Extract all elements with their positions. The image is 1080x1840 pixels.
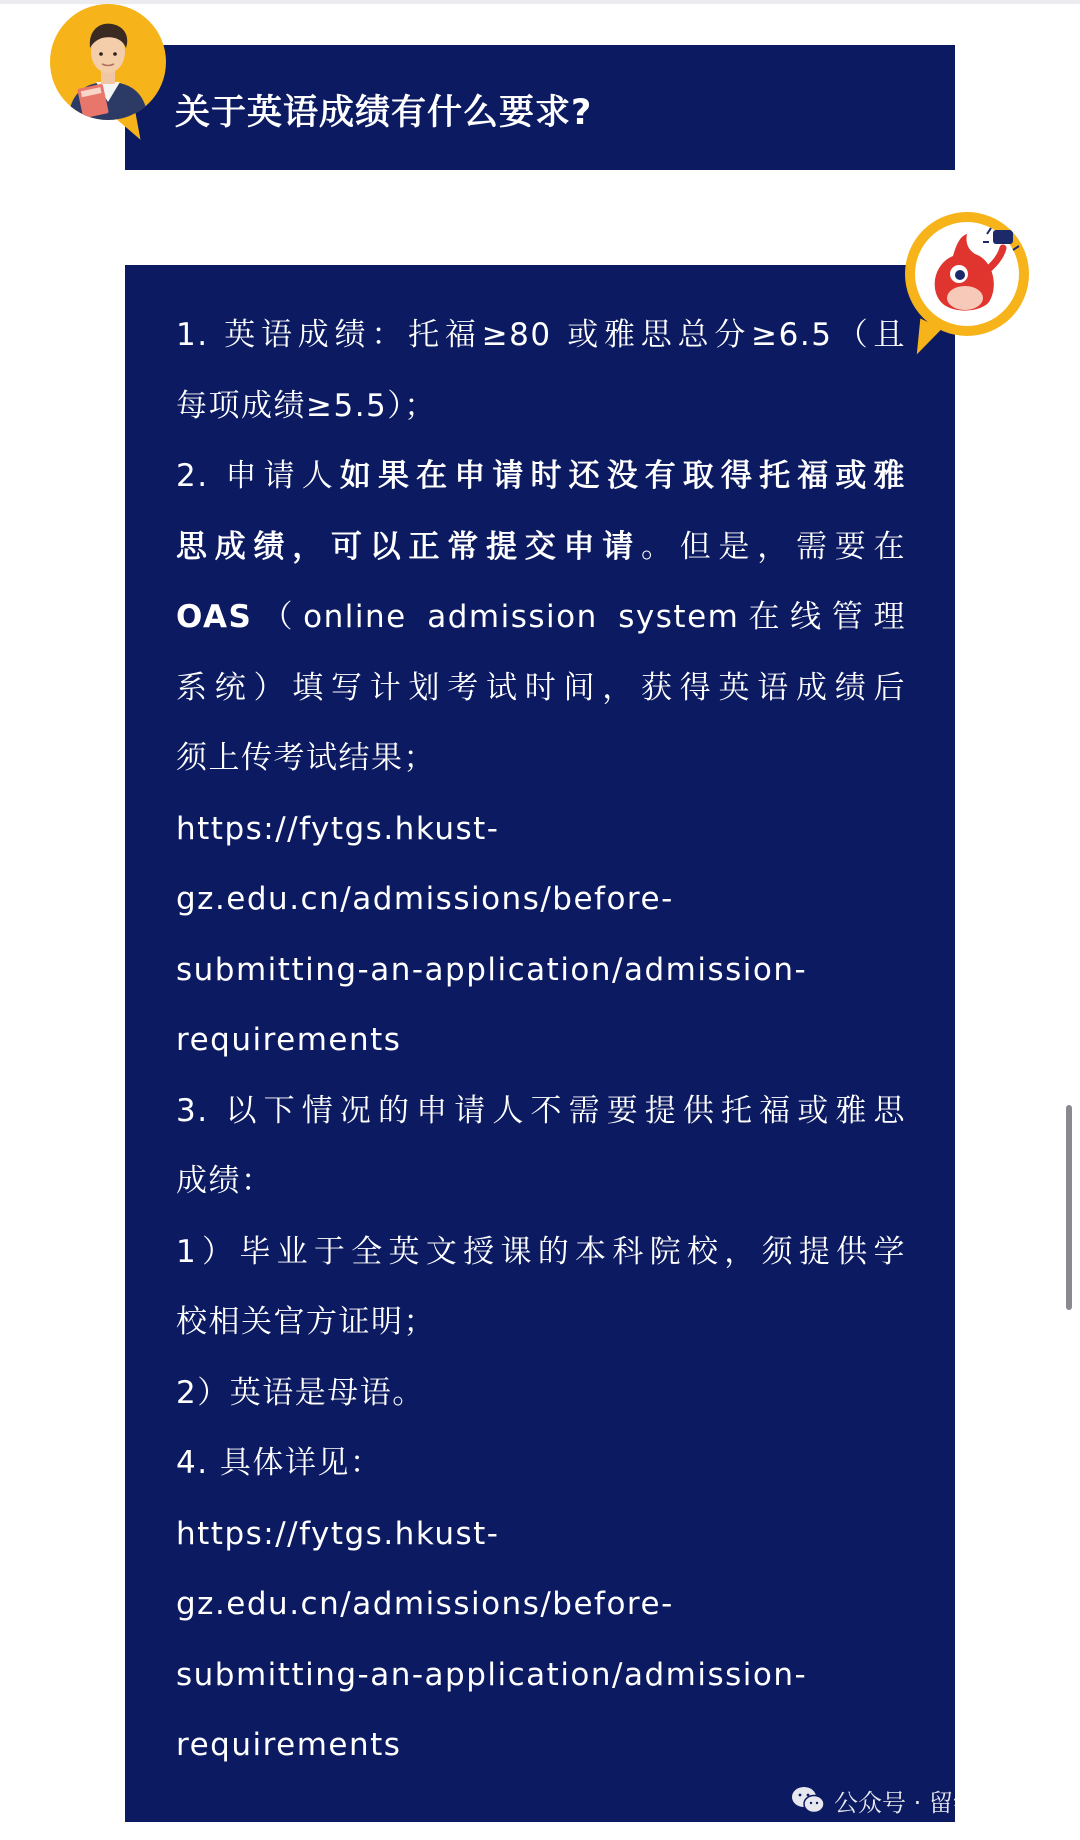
requirements-link-1-line-3: submitting-an-application/admission- <box>176 951 808 988</box>
requirement-2-line-4: 系统）填写计划考试时间，获得英语成绩后 <box>176 669 906 706</box>
requirements-link-2-line-4: requirements <box>176 1727 402 1763</box>
question-header <box>125 45 955 170</box>
requirements-link-1-line-2: gz.edu.cn/admissions/before- <box>176 881 674 917</box>
requirements-link-2-line-2: gz.edu.cn/admissions/before- <box>176 1586 674 1622</box>
student-avatar-icon <box>50 4 166 120</box>
answer-card <box>125 265 955 1822</box>
answer-body <box>176 300 906 1781</box>
requirement-1-line-1: 1. 英语成绩：托福≥80 或雅思总分≥6.5（且 <box>176 317 906 353</box>
exemption-1-line-1: 1）毕业于全英文授课的本科院校，须提供学 <box>176 1233 906 1270</box>
requirements-link-2-line-1: https://fytgs.hkust- <box>176 1515 500 1552</box>
requirement-4: 4. 具体详见： <box>176 1445 383 1481</box>
requirements-link-1-line-1: https://fytgs.hkust- <box>176 810 500 847</box>
requirement-2-prefix: 2. 申请人 <box>176 458 340 494</box>
requirement-2-line-5: 须上传考试结果； <box>176 740 436 776</box>
watermark-text: 公众号 · 留学荟 <box>834 1788 1001 1817</box>
question-title: 关于英语成绩有什么要求? <box>175 93 593 133</box>
requirements-link-2-line-3: submitting-an-application/admission- <box>176 1656 808 1693</box>
wechat-watermark <box>790 1782 1001 1818</box>
requirement-2-line-2 <box>176 512 906 583</box>
top-divider <box>0 0 1080 4</box>
oas-description: （online admission system在线管理 <box>252 599 906 635</box>
requirement-2-line-3 <box>176 582 906 653</box>
requirement-2-bold-part-2: 思成绩，可以正常提交申请 <box>176 528 641 565</box>
requirements-link-1-line-4: requirements <box>176 1022 402 1058</box>
wechat-icon <box>790 1785 826 1815</box>
requirement-2-line-1 <box>176 441 906 512</box>
page-scrollbar[interactable] <box>1066 1105 1072 1310</box>
exemption-1-line-2: 校相关官方证明； <box>176 1304 436 1340</box>
requirement-2-continuation: 。但是，需要在 <box>641 528 906 565</box>
requirement-3-line-2: 成绩： <box>176 1163 274 1199</box>
requirement-1-line-2: 每项成绩≥5.5）； <box>176 387 437 424</box>
exemption-2: 2）英语是母语。 <box>176 1374 425 1411</box>
oas-label: OAS <box>176 599 253 635</box>
red-mascot-avatar-icon <box>905 212 1029 336</box>
requirement-3-line-1: 3. 以下情况的申请人不需要提供托福或雅思 <box>176 1092 906 1129</box>
requirement-2-bold-part-1: 如果在申请时还没有取得托福或雅 <box>339 458 906 494</box>
